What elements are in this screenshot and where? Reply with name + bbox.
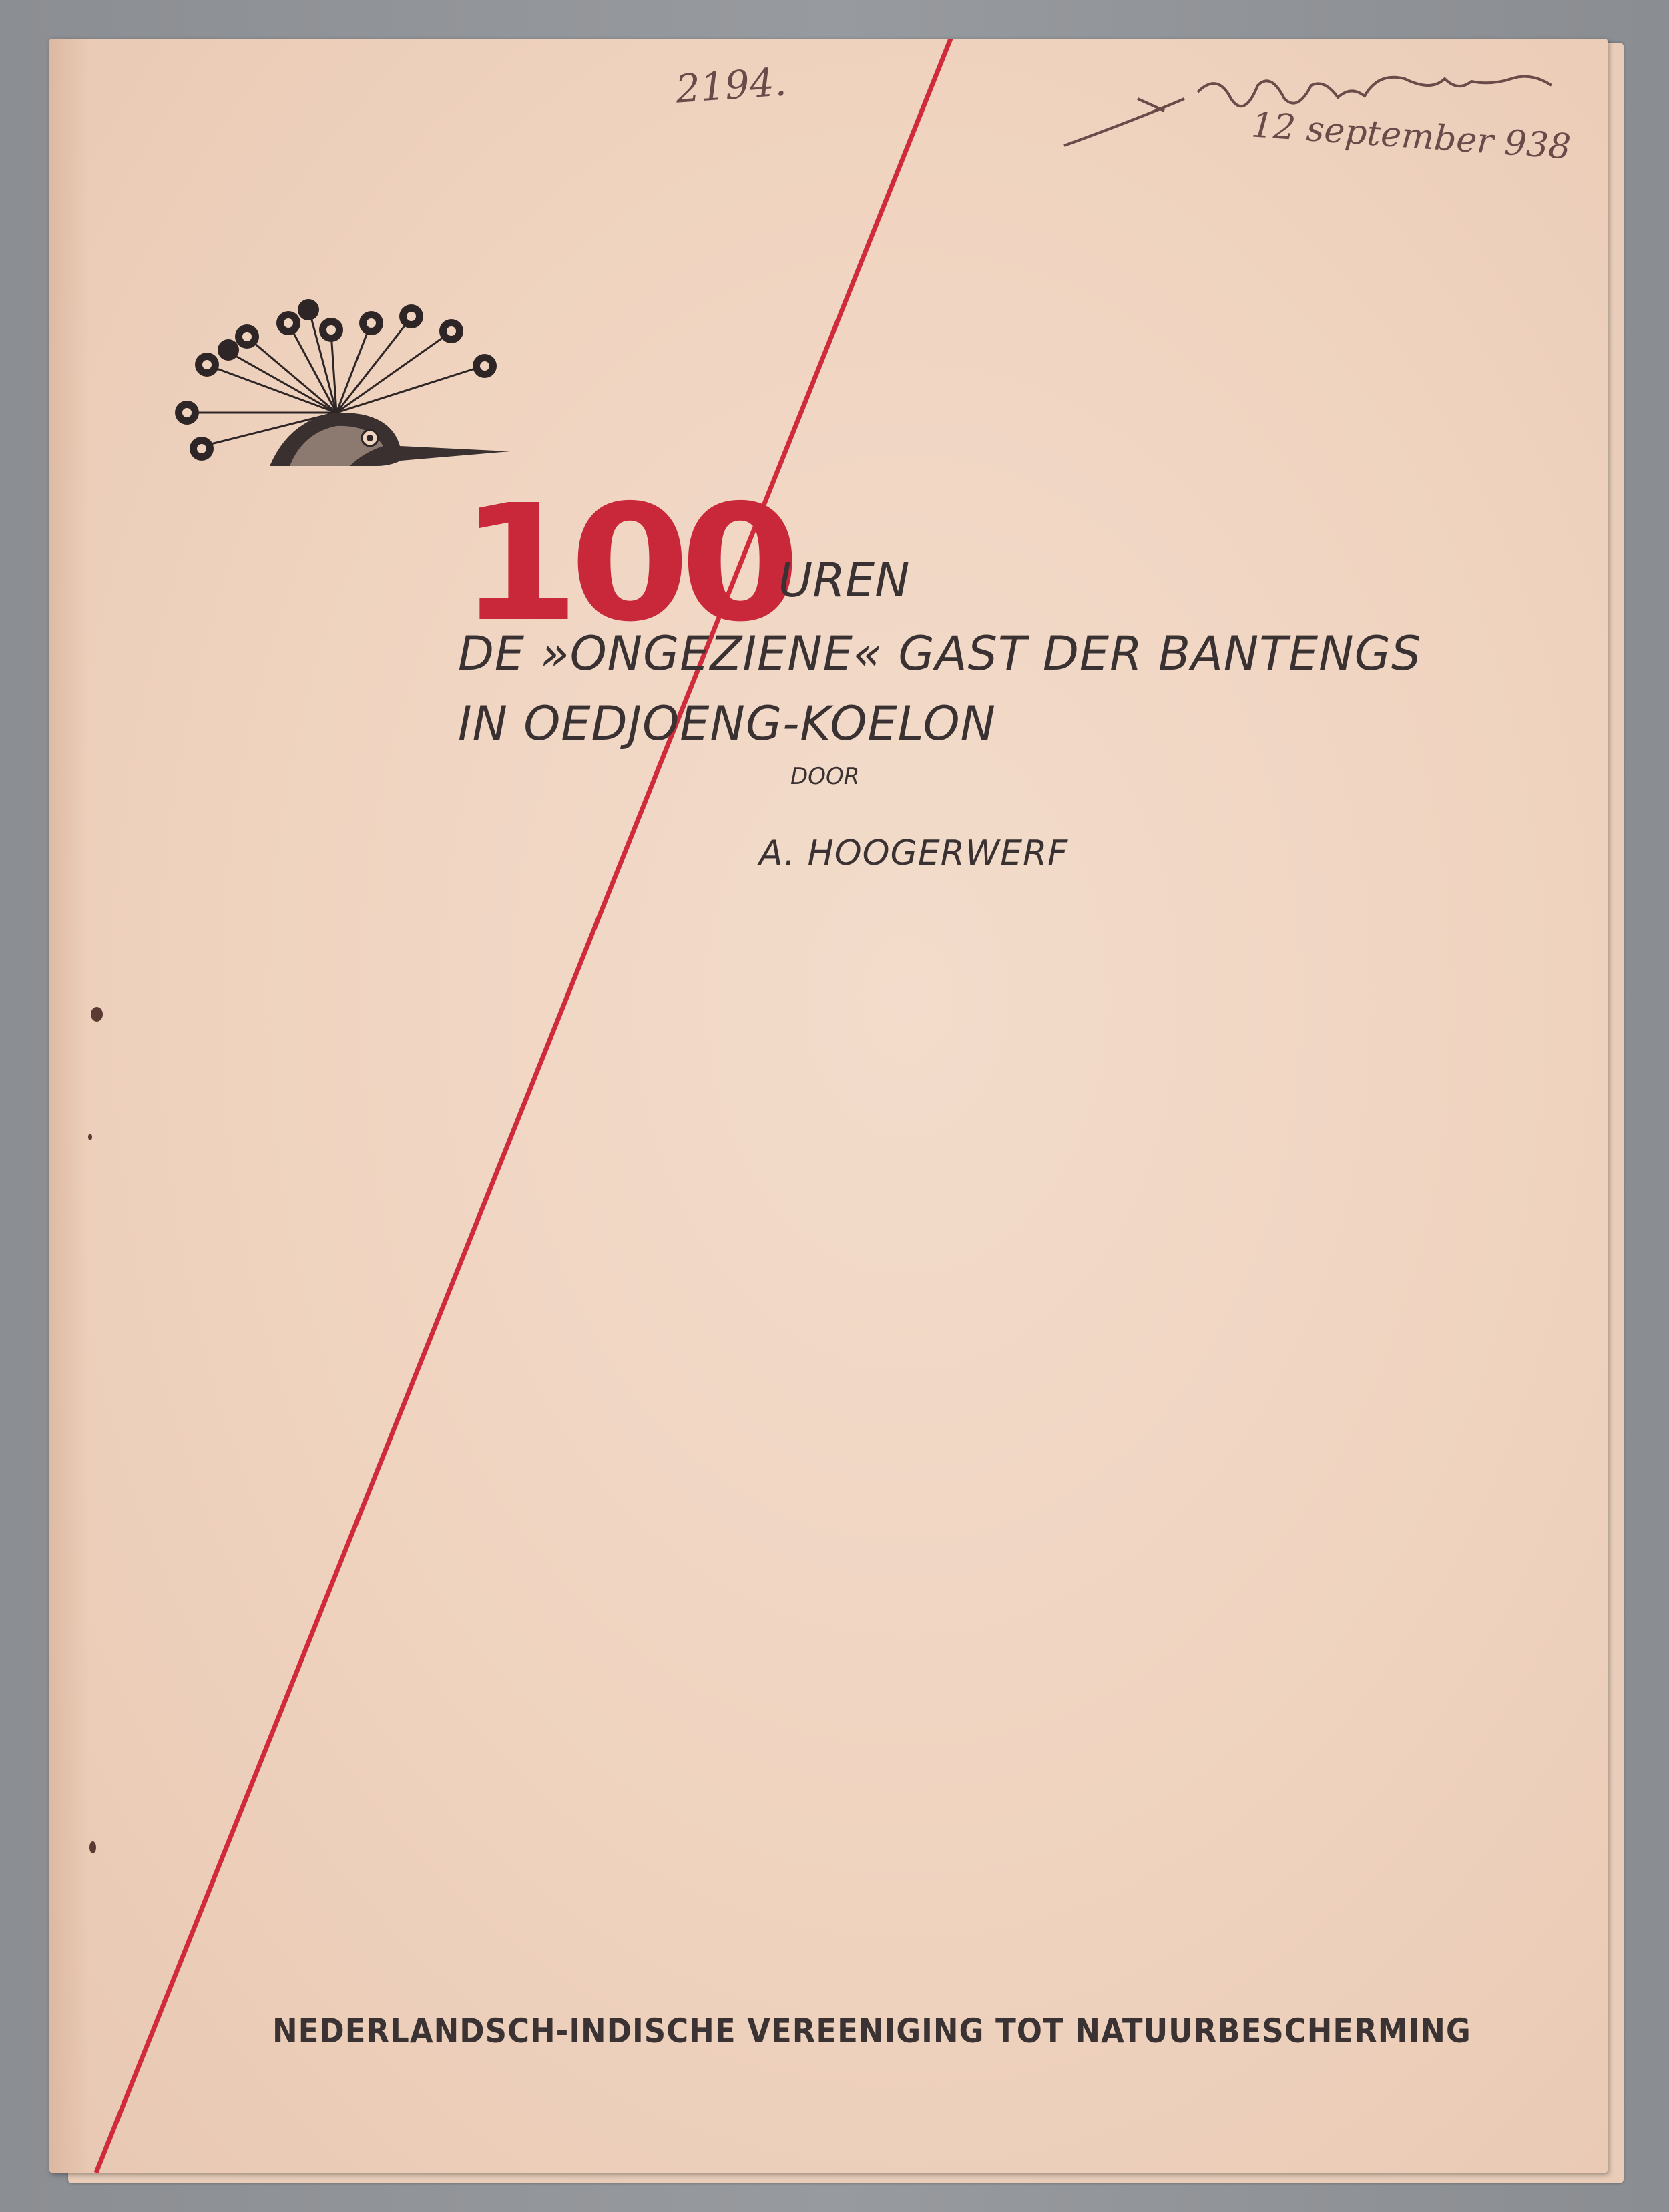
handwritten-catalog-number: 2194. <box>674 59 788 112</box>
paper-stain <box>88 1134 92 1140</box>
by-label: DOOR <box>790 763 860 790</box>
title-line-2: IN OEDJOENG-KOELON <box>458 696 996 751</box>
title-block <box>410 439 1608 760</box>
booklet-cover <box>49 39 1608 2173</box>
title-line-1: DE »ONGEZIENE« GAST DER BANTENGS <box>458 626 1422 681</box>
paper-stain <box>89 1841 96 1853</box>
author-name: A. HOOGERWERF <box>759 833 1069 873</box>
title-word: UREN <box>778 553 910 608</box>
paper-stain <box>91 1007 103 1022</box>
crowned-pigeon-icon <box>136 132 523 466</box>
title-number: 100 <box>459 470 790 657</box>
publisher-name: NEDERLANDSCH-INDISCHE VEREENIGING TOT NATUURBESCHERMING <box>272 2012 1471 2050</box>
handwritten-date: 12 september 938 <box>1250 105 1572 168</box>
